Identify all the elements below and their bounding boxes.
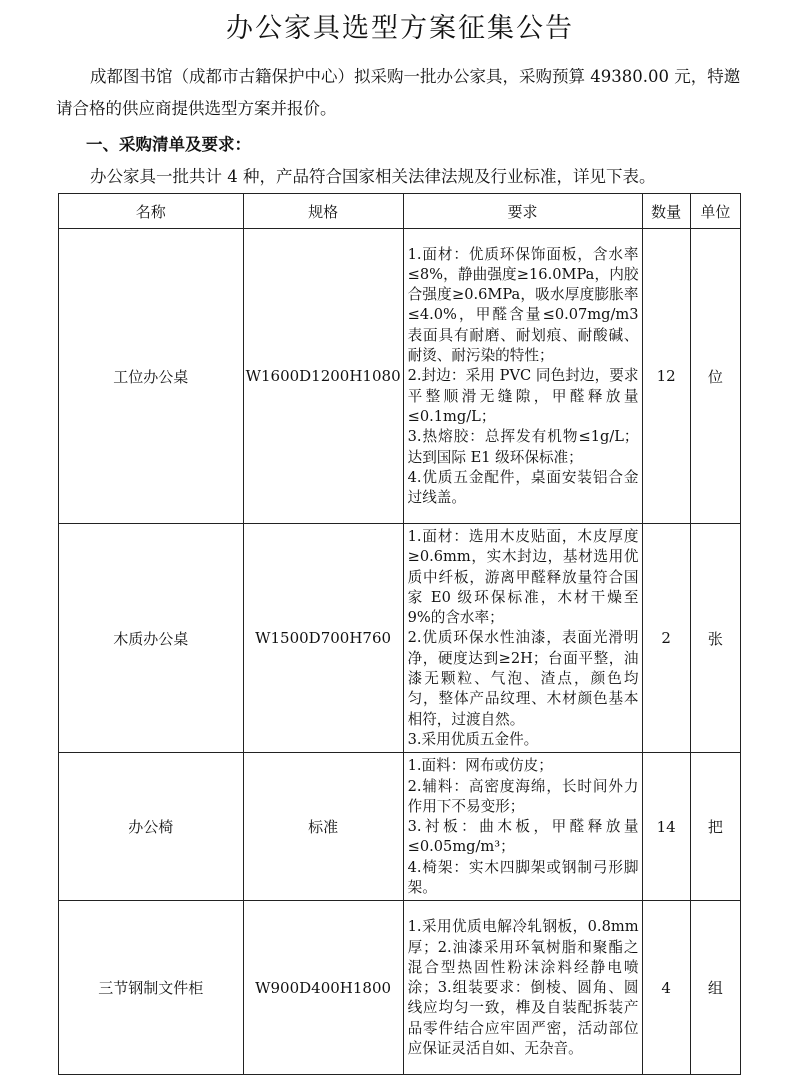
- table-row: [59, 229, 741, 524]
- table-header-row: [59, 194, 741, 229]
- requirement-line: 2.辅料：高密度海绵，长时间外力作用下不易变形；: [407, 777, 639, 815]
- item-name: 办公椅: [59, 753, 244, 901]
- requirement-line: 3.采用优质五金件。: [407, 730, 539, 748]
- table-row: [59, 524, 741, 753]
- requirement-line: 4.椅架：实木四脚架或钢制弓形脚架。: [407, 858, 639, 897]
- table-row: [59, 901, 741, 1075]
- intro-paragraph: 成都图书馆（成都市古籍保护中心）拟采购一批办公家具，采购预算 49380.00 元，特邀请合格的供应商提供选型方案并报价。: [56, 67, 741, 118]
- item-name: 三节钢制文件柜: [59, 901, 244, 1075]
- requirement-line: 3.衬板：曲木板，甲醛释放量≤0.05mg/m³；: [407, 818, 639, 856]
- item-requirements: [403, 524, 642, 753]
- item-unit: 位: [690, 229, 740, 524]
- requirement-line: 1.面料：网布或仿皮；: [407, 757, 553, 775]
- item-quantity: 14: [642, 753, 690, 901]
- requirement-line: 1.面材：优质环保饰面板，含水率≤8%，静曲强度≥16.0MPa，内胶合强度≥0.6MPa，吸水厚度膨胀率≤4.0%，甲醛含量≤0.07mg/m3表面具有耐磨、耐划痕、耐酸碱、耐烫、耐污染的特性；: [407, 245, 639, 365]
- header-requirements: 要求: [403, 194, 642, 229]
- header-name: 名称: [59, 194, 244, 229]
- requirement-line: 4.优质五金配件，桌面安装铝合金过线盖。: [407, 468, 639, 507]
- section1-heading: 一、采购清单及要求：: [86, 135, 251, 154]
- item-name: 木质办公桌: [59, 524, 244, 753]
- item-unit: 张: [690, 524, 740, 753]
- header-unit: 单位: [690, 194, 740, 229]
- table-row: [59, 753, 741, 901]
- item-quantity: 2: [642, 524, 690, 753]
- requirement-line: 2.封边：采用 PVC 同色封边，要求平整顺滑无缝隙，甲醛释放量≤0.1mg/L；: [407, 367, 639, 425]
- item-name: 工位办公桌: [59, 229, 244, 524]
- item-quantity: 4: [642, 901, 690, 1075]
- requirement-line: 3.热熔胶：总挥发有机物≤1g/L；达到国际 E1 级环保标准；: [407, 428, 639, 466]
- page-title: 办公家具选型方案征集公告: [226, 13, 574, 44]
- item-quantity: 12: [642, 229, 690, 524]
- procurement-table: [58, 193, 741, 1075]
- item-requirements: [403, 229, 642, 524]
- item-requirements: [403, 901, 642, 1075]
- item-spec: W1500D700H760: [243, 524, 403, 753]
- requirement-line: 1.采用优质电解冷轧钢板，0.8mm 厚；2.油漆采用环氧树脂和聚酯之混合型热固性粉沫涂料经静电喷涂；3.组装要求：倒棱、圆角、圆线应均匀一致，榫及自装配拆装产品零件结合应牢固严密，活动部位应保证灵活自如、无杂音。: [407, 918, 639, 1058]
- requirement-line: 2.优质环保水性油漆，表面光滑明净，硬度达到≥2H；台面平整，油漆无颗粒、气泡、渣点，颜色均匀，整体产品纹理、木材颜色基本相符，过渡自然。: [407, 629, 639, 728]
- section1-text: 办公家具一批共计 4 种，产品符合国家相关法律法规及行业标准，详见下表。: [90, 167, 656, 186]
- item-unit: 组: [690, 901, 740, 1075]
- item-spec: W1600D1200H1080: [243, 229, 403, 524]
- header-quantity: 数量: [642, 194, 690, 229]
- item-unit: 把: [690, 753, 740, 901]
- item-spec: W900D400H1800: [243, 901, 403, 1075]
- item-requirements: [403, 753, 642, 901]
- item-spec: 标准: [243, 753, 403, 901]
- header-spec: 规格: [243, 194, 403, 229]
- requirement-line: 1.面材：选用木皮贴面，木皮厚度≥0.6mm，实木封边，基材选用优质中纤板，游离甲醛释放量符合国家 E0 级环保标准，木材干燥至 9%的含水率；: [407, 528, 639, 627]
